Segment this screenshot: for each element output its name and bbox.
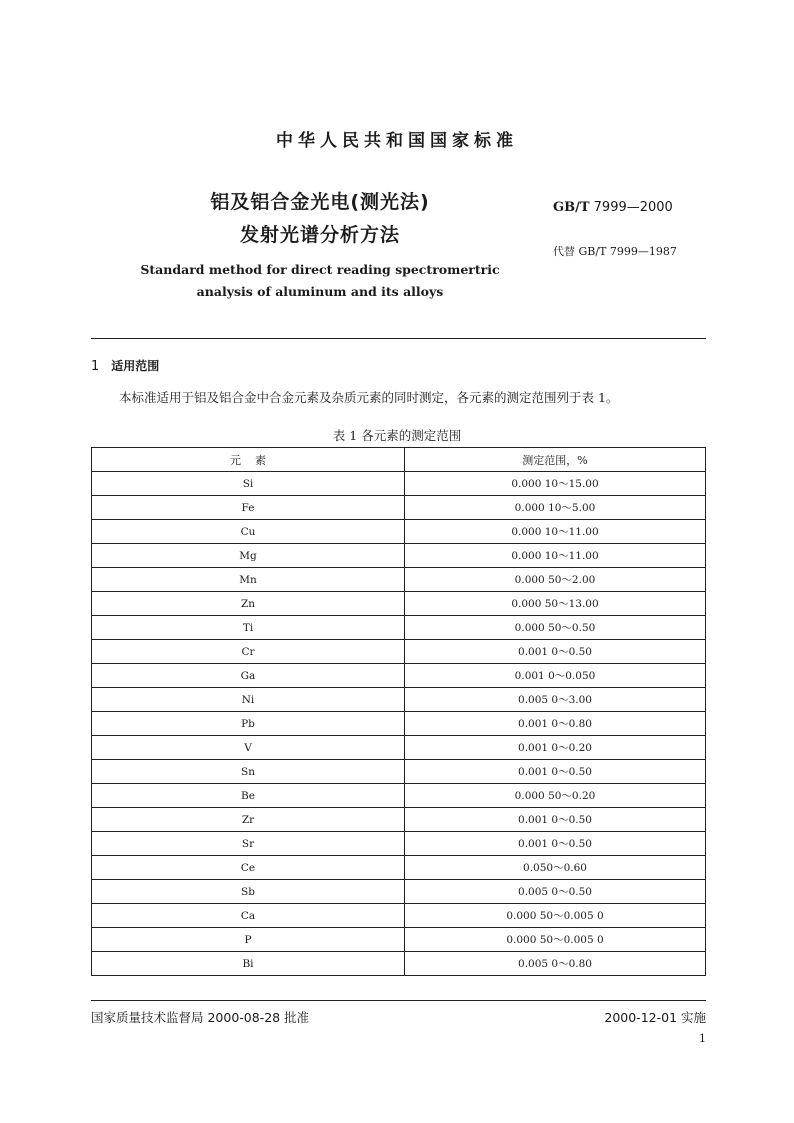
table-row [92,592,706,616]
table-row [92,472,706,496]
table-caption: 表 1 各元素的测定范围 [332,428,462,443]
standard-code: GB/T [553,200,590,215]
table-row [92,664,706,688]
section-title: 适用范围 [111,359,160,373]
element-cell: Ga [92,664,405,688]
element-cell: Sr [92,832,405,856]
replaces-standard: 代替 GB/T 7999—1987 [553,245,677,258]
element-cell: Zr [92,808,405,832]
range-cell: 0.001 0～0.50 [405,640,706,664]
range-cell: 0.000 50～0.005 0 [405,928,706,952]
table-row [92,808,706,832]
element-cell: Ni [92,688,405,712]
element-cell: Mn [92,568,405,592]
table-row [92,856,706,880]
element-cell: Cu [92,520,405,544]
section-number: 1 [91,359,100,374]
title-en-line2: analysis of aluminum and its alloys [196,284,444,299]
element-cell: Pb [92,712,405,736]
element-cell: Zn [92,592,405,616]
element-cell: P [92,928,405,952]
element-cell: V [92,736,405,760]
table-row [92,832,706,856]
table-row [92,496,706,520]
table-row [92,952,706,976]
range-cell: 0.000 10～15.00 [405,472,706,496]
table-row [92,760,706,784]
element-cell: Bi [92,952,405,976]
national-standard-heading: 中华人民共和国国家标准 [276,131,518,151]
standard-number [553,200,673,215]
range-cell: 0.001 0～0.20 [405,736,706,760]
title-en-line1: Standard method for direct reading spectromertric [140,262,500,277]
range-cell: 0.000 50～0.50 [405,616,706,640]
table-row [92,616,706,640]
range-cell: 0.001 0～0.80 [405,712,706,736]
range-cell: 0.001 0～0.50 [405,808,706,832]
range-cell: 0.001 0～0.50 [405,760,706,784]
element-cell: Cr [92,640,405,664]
range-cell: 0.005 0～3.00 [405,688,706,712]
approval-text: 国家质量技术监督局 2000-08-28 批准 [91,1010,310,1025]
range-cell: 0.005 0～0.80 [405,952,706,976]
table-row [92,520,706,544]
range-cell: 0.005 0～0.50 [405,880,706,904]
table-row [92,544,706,568]
table-row [92,880,706,904]
table-row [92,688,706,712]
table-row [92,736,706,760]
element-cell: Sn [92,760,405,784]
element-cell: Sb [92,880,405,904]
footer-divider [91,1000,706,1001]
element-cell: Si [92,472,405,496]
element-cell: Be [92,784,405,808]
table-row [92,928,706,952]
range-cell: 0.000 50～13.00 [405,592,706,616]
range-cell: 0.000 10～5.00 [405,496,706,520]
element-range-table [91,447,706,976]
table-row [92,568,706,592]
table-row [92,904,706,928]
table-header-row [92,448,706,472]
range-cell: 0.050～0.60 [405,856,706,880]
range-cell: 0.000 10～11.00 [405,544,706,568]
element-cell: Ti [92,616,405,640]
table-row [92,784,706,808]
range-cell: 0.000 10～11.00 [405,520,706,544]
range-cell: 0.000 50～2.00 [405,568,706,592]
table-row [92,712,706,736]
range-cell: 0.001 0～0.050 [405,664,706,688]
element-cell: Ce [92,856,405,880]
header-range: 测定范围，% [405,448,706,472]
title-zh-line1: 铝及铝合金光电(测光法) [210,191,430,213]
range-cell: 0.000 50～0.005 0 [405,904,706,928]
element-cell: Fe [92,496,405,520]
standard-code-number: 7999—2000 [593,200,673,215]
header-divider [91,338,706,339]
range-cell: 0.000 50～0.20 [405,784,706,808]
range-cell: 0.001 0～0.50 [405,832,706,856]
effective-date: 2000-12-01 实施 [604,1010,706,1025]
section-heading [91,357,159,374]
header-element: 元 素 [92,448,405,472]
page-number: 1 [699,1032,706,1045]
section-body-text: 本标准适用于铝及铝合金中合金元素及杂质元素的同时测定，各元素的测定范围列于表 1。 [119,390,619,405]
element-cell: Ca [92,904,405,928]
table-row [92,640,706,664]
title-zh-line2: 发射光谱分析方法 [239,224,400,246]
element-cell: Mg [92,544,405,568]
